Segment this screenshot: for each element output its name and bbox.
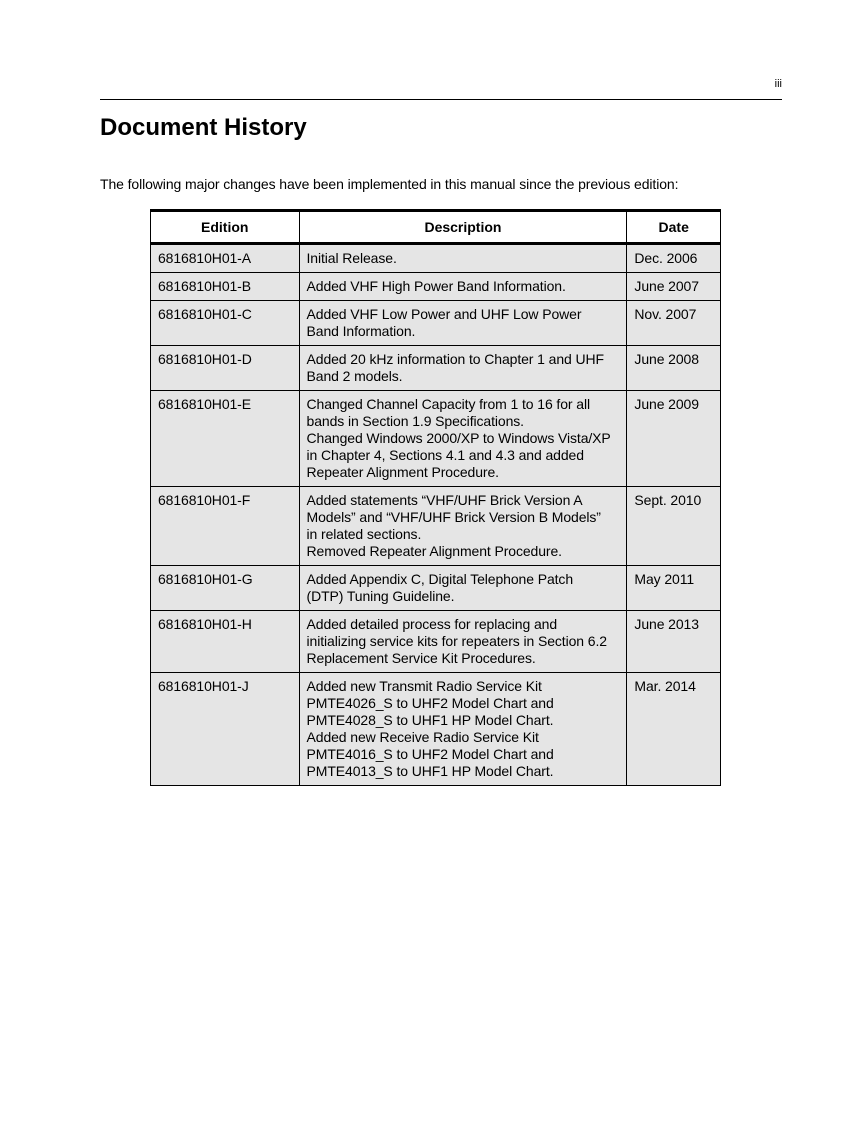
date-cell: June 2007 bbox=[627, 273, 721, 301]
table-row bbox=[151, 301, 721, 346]
table-header-row bbox=[151, 211, 721, 244]
edition-cell: 6816810H01-H bbox=[151, 611, 300, 673]
description-line: (DTP) Tuning Guideline. bbox=[306, 588, 455, 604]
description-line: PMTE4026_S to UHF2 Model Chart and bbox=[306, 695, 554, 711]
description-cell bbox=[299, 346, 627, 391]
document-history-table bbox=[150, 209, 721, 786]
description-line: Repeater Alignment Procedure. bbox=[306, 464, 499, 480]
description-line: Removed Repeater Alignment Procedure. bbox=[306, 543, 562, 559]
description-cell bbox=[299, 566, 627, 611]
page-title: Document History bbox=[100, 114, 307, 141]
description-line: Band 2 models. bbox=[306, 368, 403, 384]
date-cell: Mar. 2014 bbox=[627, 673, 721, 786]
page-number: iii bbox=[774, 78, 782, 90]
description-line: Band Information. bbox=[306, 323, 416, 339]
date-cell: Dec. 2006 bbox=[627, 244, 721, 273]
table-row bbox=[151, 611, 721, 673]
description-line: PMTE4013_S to UHF1 HP Model Chart. bbox=[306, 763, 554, 779]
date-cell: June 2013 bbox=[627, 611, 721, 673]
description-line: Added Appendix C, Digital Telephone Patch bbox=[306, 571, 574, 587]
description-line: Added 20 kHz information to Chapter 1 and UHF bbox=[306, 351, 604, 367]
description-line: Initial Release. bbox=[306, 250, 397, 266]
description-cell bbox=[299, 391, 627, 487]
table-row bbox=[151, 391, 721, 487]
date-cell: May 2011 bbox=[627, 566, 721, 611]
table-row bbox=[151, 566, 721, 611]
description-cell bbox=[299, 244, 627, 273]
column-header-date: Date bbox=[627, 211, 721, 244]
edition-cell: 6816810H01-C bbox=[151, 301, 300, 346]
description-line: PMTE4028_S to UHF1 HP Model Chart. bbox=[306, 712, 554, 728]
description-line: in related sections. bbox=[306, 526, 422, 542]
date-cell: June 2008 bbox=[627, 346, 721, 391]
description-cell bbox=[299, 301, 627, 346]
description-line: initializing service kits for repeaters in Section 6.2 bbox=[306, 633, 607, 649]
edition-cell: 6816810H01-F bbox=[151, 487, 300, 566]
description-line: Added statements “VHF/UHF Brick Version A bbox=[306, 492, 583, 508]
column-header-description: Description bbox=[299, 211, 627, 244]
edition-cell: 6816810H01-J bbox=[151, 673, 300, 786]
edition-cell: 6816810H01-A bbox=[151, 244, 300, 273]
description-line: Added new Receive Radio Service Kit bbox=[306, 729, 539, 745]
edition-cell: 6816810H01-B bbox=[151, 273, 300, 301]
date-cell: Nov. 2007 bbox=[627, 301, 721, 346]
description-cell bbox=[299, 273, 627, 301]
edition-cell: 6816810H01-G bbox=[151, 566, 300, 611]
description-line: Changed Windows 2000/XP to Windows Vista/XP bbox=[306, 430, 611, 446]
edition-cell: 6816810H01-E bbox=[151, 391, 300, 487]
description-line: PMTE4016_S to UHF2 Model Chart and bbox=[306, 746, 554, 762]
table-row bbox=[151, 244, 721, 273]
description-line: Added detailed process for replacing and bbox=[306, 616, 558, 632]
description-line: Replacement Service Kit Procedures. bbox=[306, 650, 536, 666]
table-row bbox=[151, 487, 721, 566]
date-cell: Sept. 2010 bbox=[627, 487, 721, 566]
description-line: Added new Transmit Radio Service Kit bbox=[306, 678, 542, 694]
table-row bbox=[151, 273, 721, 301]
header-rule bbox=[100, 99, 782, 100]
table-row bbox=[151, 673, 721, 786]
column-header-edition: Edition bbox=[151, 211, 300, 244]
description-cell bbox=[299, 673, 627, 786]
description-line: Added VHF High Power Band Information. bbox=[306, 278, 566, 294]
table-row bbox=[151, 346, 721, 391]
description-line: Added VHF Low Power and UHF Low Power bbox=[306, 306, 582, 322]
edition-cell: 6816810H01-D bbox=[151, 346, 300, 391]
description-cell bbox=[299, 611, 627, 673]
description-line: Models” and “VHF/UHF Brick Version B Models” bbox=[306, 509, 601, 525]
description-line: Changed Channel Capacity from 1 to 16 for all bbox=[306, 396, 590, 412]
intro-paragraph: The following major changes have been implemented in this manual since the previous edition: bbox=[100, 176, 679, 192]
description-line: in Chapter 4, Sections 4.1 and 4.3 and added bbox=[306, 447, 584, 463]
description-cell bbox=[299, 487, 627, 566]
date-cell: June 2009 bbox=[627, 391, 721, 487]
description-line: bands in Section 1.9 Specifications. bbox=[306, 413, 524, 429]
